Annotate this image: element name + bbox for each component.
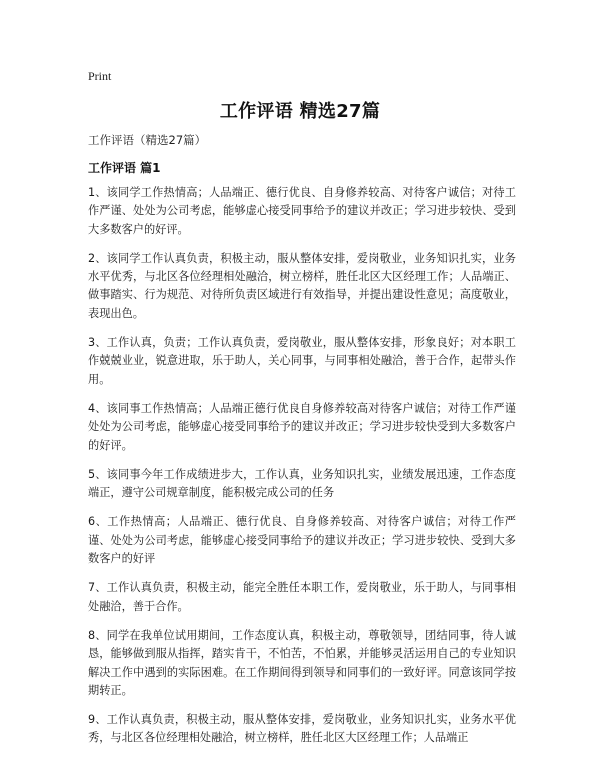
comment-item: 3、工作认真，负责；工作认真负责，爱岗敬业，服从整体安排，形象良好；对本职工作兢兢业业，锐意进取，乐于助人，关心同事，与同事相处融洽，善于合作，起带头作用。	[88, 336, 516, 386]
comment-item: 8、同学在我单位试用期间，工作态度认真，积极主动，尊敬领导，团结同事，待人诚恳，能够做到服从指挥，踏实肯干，不怕苦，不怕累，并能够灵活运用自己的专业知识解决工作中遇到的实际困难。在工作期间得到领导和同事们的一致好评。同意该同学按期转正。	[88, 628, 516, 697]
comment-item: 1、该同学工作热情高；人品端正、德行优良、自身修养较高、对待客户诚信；对待工作严谨、处处为公司考虑，能够虚心接受同事给予的建议并改正；学习进步较快、受到大多数客户的好评。	[88, 186, 516, 236]
section-heading: 工作评语 篇1	[88, 161, 161, 175]
print-label: Print	[88, 69, 112, 83]
document-subtitle: 工作评语（精选27篇）	[88, 133, 207, 147]
comment-item: 6、工作热情高；人品端正、德行优良、自身修养较高、对待客户诚信；对待工作严谨、处处为公司考虑，能够虚心接受同事给予的建议并改正；学习进步较快、受到大多数客户的好评	[88, 515, 516, 566]
comment-item: 2、该同学工作认真负责，积极主动，服从整体安排，爱岗敬业，业务知识扎实，业务水平优秀，与北区各位经理相处融洽，树立榜样，胜任北区大区经理工作；人品端正、做事踏实、行为规范、对待所负责区域进行有效指导，并提出建设性意见；高度敬业，表现出色。	[88, 251, 516, 320]
comment-item: 9、工作认真负责，积极主动，服从整体安排，爱岗敬业，业务知识扎实，业务水平优秀，与北区各位经理相处融洽，树立榜样，胜任北区大区经理工作；人品端正	[88, 713, 516, 745]
comment-item: 4、该同事工作热情高；人品端正德行优良自身修养较高对待客户诚信；对待工作严谨处处为公司考虑，能够虚心接受同事给予的建议并改正；学习进步较快受到大多数客户的好评。	[88, 401, 516, 452]
comment-item: 5、该同事今年工作成绩进步大，工作认真，业务知识扎实，业绩发展迅速，工作态度端正，遵守公司规章制度，能积极完成公司的任务	[88, 467, 516, 500]
comment-item: 7、工作认真负责，积极主动，能完全胜任本职工作，爱岗敬业，乐于助人，与同事相处融洽，善于合作。	[88, 581, 516, 613]
comment-list	[88, 184, 516, 759]
page-title: 工作评语 精选27篇	[219, 101, 381, 122]
